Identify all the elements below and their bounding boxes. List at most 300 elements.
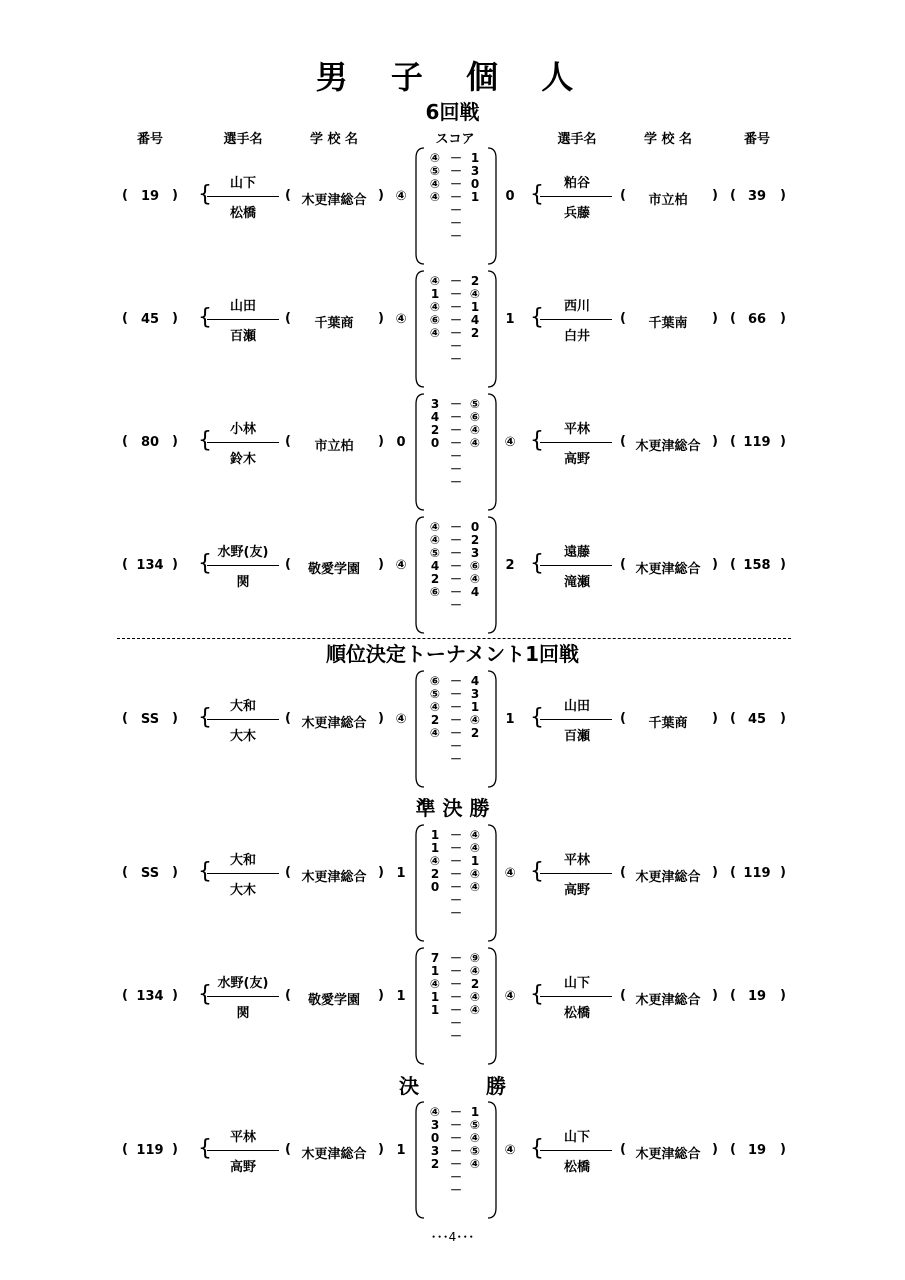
brace-left: {	[198, 428, 212, 453]
player-right-2: 松橋	[563, 1160, 591, 1175]
game-score-left: 2	[430, 1157, 440, 1171]
pair-line-left	[207, 996, 279, 997]
entry-number-right: 45	[747, 712, 767, 727]
paren-close: )	[780, 188, 786, 203]
player-left-1: 大和	[229, 699, 257, 714]
game-dash: －	[449, 190, 462, 204]
game-dash: －	[449, 1105, 462, 1119]
game-dash: －	[449, 436, 462, 450]
match-result-left: ④	[395, 312, 407, 327]
game-score	[414, 907, 498, 920]
paren-open: (	[620, 865, 626, 880]
school-left: 千葉商	[314, 316, 354, 331]
brace-left: {	[198, 305, 212, 330]
game-score-right: ④	[469, 423, 481, 437]
paren-open: (	[620, 711, 626, 726]
paren-close: )	[378, 311, 384, 326]
paren-open: (	[620, 557, 626, 572]
game-dash: －	[449, 687, 462, 701]
match-result-right: ④	[504, 866, 516, 881]
game-score-left: ⑥	[429, 585, 441, 599]
player-left-1: 小林	[229, 422, 257, 437]
game-score-right: 2	[470, 274, 480, 288]
paren-open: (	[285, 865, 291, 880]
game-score-right: ⑨	[469, 951, 481, 965]
paren-close: )	[172, 434, 178, 449]
paren-open: (	[122, 1142, 128, 1157]
game-score-left: ④	[429, 326, 441, 340]
game-dash: －	[449, 700, 462, 714]
school-right: 木更津総合	[635, 439, 701, 454]
player-left-2: 関	[236, 1006, 250, 1021]
paren-close: )	[378, 865, 384, 880]
player-right-1: 西川	[563, 299, 591, 314]
match-row	[0, 823, 905, 943]
school-left: 木更津総合	[301, 870, 367, 885]
pair-line-right	[540, 442, 612, 443]
match-row	[0, 392, 905, 512]
game-score	[414, 599, 498, 612]
paren-open: (	[122, 711, 128, 726]
game-score-left: ④	[429, 300, 441, 314]
pair-line-left	[207, 565, 279, 566]
game-score-right: ④	[469, 572, 481, 586]
paren-open: (	[620, 988, 626, 1003]
game-dash: －	[449, 893, 462, 907]
entry-number-left: 19	[140, 189, 160, 204]
paren-close: )	[712, 434, 718, 449]
pair-line-left	[207, 719, 279, 720]
paren-close: )	[780, 711, 786, 726]
paren-open: (	[620, 1142, 626, 1157]
game-score-right: 2	[470, 726, 480, 740]
game-score-left: ④	[429, 177, 441, 191]
game-dash: －	[449, 867, 462, 881]
school-left: 市立柏	[314, 439, 354, 454]
paren-close: )	[172, 557, 178, 572]
player-right-2: 高野	[563, 452, 591, 467]
match-result-left: ④	[395, 189, 407, 204]
player-left-1: 水野(友)	[217, 545, 269, 560]
paren-open: (	[122, 188, 128, 203]
pair-line-right	[540, 996, 612, 997]
match-result-right: 2	[505, 558, 515, 573]
paren-close: )	[378, 1142, 384, 1157]
paren-open: (	[730, 434, 736, 449]
pair-line-right	[540, 719, 612, 720]
match-row	[0, 269, 905, 389]
paren-close: )	[780, 434, 786, 449]
game-score-left: ⑤	[429, 687, 441, 701]
pair-line-left	[207, 196, 279, 197]
entry-number-right: 119	[743, 866, 771, 881]
game-dash: －	[449, 410, 462, 424]
match-row	[0, 146, 905, 266]
game-score-right: ④	[469, 964, 481, 978]
player-left-1: 平林	[229, 1130, 257, 1145]
game-score-right: 1	[470, 300, 480, 314]
game-dash: －	[449, 739, 462, 753]
player-right-1: 山田	[563, 699, 591, 714]
paren-open: (	[122, 311, 128, 326]
brace-right: {	[530, 305, 544, 330]
game-score-left: 2	[430, 572, 440, 586]
game-dash: －	[449, 216, 462, 230]
paren-open: (	[285, 188, 291, 203]
paren-open: (	[730, 865, 736, 880]
match-row	[0, 515, 905, 635]
game-score-right: 2	[470, 533, 480, 547]
paren-close: )	[780, 988, 786, 1003]
match-row	[0, 946, 905, 1066]
game-dash: －	[449, 462, 462, 476]
game-score-left: ⑤	[429, 546, 441, 560]
paren-open: (	[285, 311, 291, 326]
game-score-right: 3	[470, 687, 480, 701]
game-dash: －	[449, 533, 462, 547]
score-box	[414, 823, 498, 943]
paren-open: (	[122, 434, 128, 449]
header-num-left: 番号	[136, 132, 164, 147]
header-num-right: 番号	[743, 132, 771, 147]
game-score-left: 7	[430, 951, 440, 965]
game-score-right: ④	[469, 880, 481, 894]
game-dash: －	[449, 713, 462, 727]
game-score-right: ④	[469, 867, 481, 881]
match-result-right: 1	[505, 312, 515, 327]
game-dash: －	[449, 951, 462, 965]
player-right-2: 兵藤	[563, 206, 591, 221]
game-dash: －	[449, 726, 462, 740]
paren-close: )	[378, 188, 384, 203]
game-score-right: 0	[470, 177, 480, 191]
player-right-1: 遠藤	[563, 545, 591, 560]
paren-open: (	[285, 988, 291, 1003]
game-dash: －	[449, 572, 462, 586]
game-score-right: 2	[470, 977, 480, 991]
game-dash: －	[449, 397, 462, 411]
paren-close: )	[780, 557, 786, 572]
school-left: 敬愛学園	[307, 993, 361, 1008]
game-dash: －	[449, 854, 462, 868]
player-left-2: 高野	[229, 1160, 257, 1175]
paren-close: )	[712, 711, 718, 726]
game-score-right: 2	[470, 326, 480, 340]
entry-number-left: SS	[140, 712, 160, 727]
game-score-left: 1	[430, 1003, 440, 1017]
player-right-1: 平林	[563, 853, 591, 868]
score-box	[414, 515, 498, 635]
paren-close: )	[172, 188, 178, 203]
player-left-1: 山田	[229, 299, 257, 314]
page-title: 男 子 個 人	[315, 58, 590, 96]
page-number: ･･･4･･･	[430, 1230, 475, 1244]
game-score	[414, 353, 498, 366]
paren-open: (	[620, 311, 626, 326]
paren-open: (	[730, 311, 736, 326]
game-dash: －	[449, 423, 462, 437]
game-dash: －	[449, 326, 462, 340]
paren-close: )	[780, 311, 786, 326]
school-right: 木更津総合	[635, 870, 701, 885]
paren-open: (	[122, 557, 128, 572]
paren-open: (	[620, 434, 626, 449]
game-dash: －	[449, 151, 462, 165]
game-dash: －	[449, 880, 462, 894]
game-score-right: 1	[470, 700, 480, 714]
game-dash: －	[449, 449, 462, 463]
brace-left: {	[198, 859, 212, 884]
game-score-right: ⑤	[469, 1118, 481, 1132]
score-box	[414, 269, 498, 389]
game-dash: －	[449, 1003, 462, 1017]
game-dash: －	[449, 585, 462, 599]
school-right: 市立柏	[648, 193, 688, 208]
brace-right: {	[530, 428, 544, 453]
game-dash: －	[449, 559, 462, 573]
game-score-right: 4	[470, 674, 480, 688]
pair-line-left	[207, 319, 279, 320]
score-box	[414, 946, 498, 1066]
section-placement: 順位決定トーナメント1回戦	[325, 642, 580, 666]
player-right-1: 平林	[563, 422, 591, 437]
player-right-1: 粕谷	[563, 176, 591, 191]
game-score-right: ⑥	[469, 410, 481, 424]
brace-left: {	[198, 705, 212, 730]
entry-number-right: 119	[743, 435, 771, 450]
school-left: 木更津総合	[301, 1147, 367, 1162]
game-score-right: 1	[470, 151, 480, 165]
pair-line-right	[540, 565, 612, 566]
game-score-left: 4	[430, 559, 440, 573]
player-left-1: 大和	[229, 853, 257, 868]
player-right-2: 白井	[563, 329, 591, 344]
game-score-left: 2	[430, 713, 440, 727]
game-dash: －	[449, 752, 462, 766]
match-result-right: ④	[504, 989, 516, 1004]
pair-line-left	[207, 873, 279, 874]
game-score-left: 1	[430, 828, 440, 842]
paren-close: )	[712, 188, 718, 203]
match-result-left: 1	[396, 866, 406, 881]
paren-close: )	[780, 865, 786, 880]
game-score	[414, 1184, 498, 1197]
game-score-right: 4	[470, 313, 480, 327]
match-result-left: ④	[395, 558, 407, 573]
game-score-left: ④	[429, 274, 441, 288]
game-score-right: 4	[470, 585, 480, 599]
paren-close: )	[172, 711, 178, 726]
paren-close: )	[172, 1142, 178, 1157]
game-score-right: 3	[470, 164, 480, 178]
game-score-left: ④	[429, 151, 441, 165]
pair-line-right	[540, 1150, 612, 1151]
entry-number-right: 66	[747, 312, 767, 327]
paren-close: )	[712, 1142, 718, 1157]
header-players-right: 選手名	[557, 132, 597, 147]
school-left: 敬愛学園	[307, 562, 361, 577]
match-result-right: ④	[504, 1143, 516, 1158]
game-score-right: ⑥	[469, 559, 481, 573]
game-score-left: 2	[430, 423, 440, 437]
game-score-right: 1	[470, 1105, 480, 1119]
pair-line-left	[207, 1150, 279, 1151]
header-players-left: 選手名	[223, 132, 263, 147]
entry-number-right: 158	[743, 558, 771, 573]
game-score-left: 3	[430, 1144, 440, 1158]
match-result-left: 0	[396, 435, 406, 450]
game-score-right: ⑤	[469, 397, 481, 411]
game-dash: －	[449, 598, 462, 612]
player-left-1: 水野(友)	[217, 976, 269, 991]
game-score-left: 4	[430, 410, 440, 424]
score-box	[414, 669, 498, 789]
match-result-right: 1	[505, 712, 515, 727]
game-score-left: ④	[429, 726, 441, 740]
game-score-right: ④	[469, 436, 481, 450]
game-score-left: 3	[430, 1118, 440, 1132]
section-final: 決 勝	[399, 1074, 536, 1098]
game-dash: －	[449, 906, 462, 920]
paren-close: )	[172, 311, 178, 326]
player-right-2: 百瀬	[563, 729, 591, 744]
match-row	[0, 1100, 905, 1220]
brace-left: {	[198, 1136, 212, 1161]
school-right: 千葉南	[648, 316, 688, 331]
entry-number-left: 134	[136, 558, 164, 573]
game-dash: －	[449, 300, 462, 314]
brace-right: {	[530, 859, 544, 884]
game-dash: －	[449, 203, 462, 217]
entry-number-right: 39	[747, 189, 767, 204]
game-dash: －	[449, 1183, 462, 1197]
entry-number-right: 19	[747, 989, 767, 1004]
player-left-1: 山下	[229, 176, 257, 191]
player-left-2: 大木	[229, 729, 257, 744]
paren-open: (	[730, 711, 736, 726]
game-dash: －	[449, 1157, 462, 1171]
game-score-left: 0	[430, 1131, 440, 1145]
game-dash: －	[449, 339, 462, 353]
score-box	[414, 1100, 498, 1220]
paren-close: )	[780, 1142, 786, 1157]
player-right-2: 高野	[563, 883, 591, 898]
player-right-1: 山下	[563, 976, 591, 991]
game-score	[414, 230, 498, 243]
game-score-left: ④	[429, 700, 441, 714]
pair-line-right	[540, 873, 612, 874]
school-right: 千葉商	[648, 716, 688, 731]
brace-left: {	[198, 551, 212, 576]
player-right-1: 山下	[563, 1130, 591, 1145]
player-left-2: 百瀬	[229, 329, 257, 344]
player-left-2: 鈴木	[229, 452, 257, 467]
header-school-left: 学 校 名	[309, 132, 359, 147]
header-score: スコア	[435, 132, 475, 147]
brace-right: {	[530, 182, 544, 207]
game-score-left: ⑥	[429, 674, 441, 688]
game-score-left: ④	[429, 854, 441, 868]
paren-close: )	[172, 988, 178, 1003]
paren-close: )	[172, 865, 178, 880]
game-score-right: ④	[469, 713, 481, 727]
brace-left: {	[198, 982, 212, 1007]
paren-open: (	[285, 1142, 291, 1157]
entry-number-right: 19	[747, 1143, 767, 1158]
match-result-left: ④	[395, 712, 407, 727]
game-score-left: 0	[430, 880, 440, 894]
game-score-left: 1	[430, 841, 440, 855]
paren-open: (	[285, 711, 291, 726]
game-dash: －	[449, 352, 462, 366]
game-score	[414, 753, 498, 766]
match-result-right: 0	[505, 189, 515, 204]
paren-open: (	[730, 188, 736, 203]
game-score-left: ④	[429, 977, 441, 991]
game-score-left: ④	[429, 190, 441, 204]
game-dash: －	[449, 964, 462, 978]
game-dash: －	[449, 546, 462, 560]
entry-number-left: 134	[136, 989, 164, 1004]
game-dash: －	[449, 313, 462, 327]
paren-close: )	[712, 988, 718, 1003]
paren-open: (	[285, 557, 291, 572]
game-dash: －	[449, 164, 462, 178]
brace-right: {	[530, 705, 544, 730]
game-dash: －	[449, 177, 462, 191]
game-dash: －	[449, 674, 462, 688]
player-right-2: 松橋	[563, 1006, 591, 1021]
game-score-left: ④	[429, 520, 441, 534]
game-score-left: 3	[430, 397, 440, 411]
game-dash: －	[449, 1144, 462, 1158]
brace-right: {	[530, 982, 544, 1007]
game-score-left: 0	[430, 436, 440, 450]
game-score-right: 1	[470, 854, 480, 868]
match-row	[0, 669, 905, 789]
paren-open: (	[730, 557, 736, 572]
game-dash: －	[449, 1131, 462, 1145]
game-score-right: ④	[469, 287, 481, 301]
score-box	[414, 392, 498, 512]
game-score-left: 1	[430, 990, 440, 1004]
game-score	[414, 476, 498, 489]
game-score-right: 0	[470, 520, 480, 534]
entry-number-left: 45	[140, 312, 160, 327]
entry-number-left: 80	[140, 435, 160, 450]
game-score-right: 3	[470, 546, 480, 560]
game-score-left: 1	[430, 964, 440, 978]
game-dash: －	[449, 274, 462, 288]
paren-close: )	[712, 557, 718, 572]
score-box	[414, 146, 498, 266]
school-right: 木更津総合	[635, 562, 701, 577]
game-score-right: ④	[469, 1131, 481, 1145]
match-result-left: 1	[396, 989, 406, 1004]
paren-open: (	[285, 434, 291, 449]
pair-line-right	[540, 196, 612, 197]
game-dash: －	[449, 287, 462, 301]
paren-open: (	[730, 988, 736, 1003]
paren-open: (	[122, 865, 128, 880]
paren-close: )	[378, 557, 384, 572]
game-dash: －	[449, 475, 462, 489]
game-dash: －	[449, 841, 462, 855]
game-score-right: ④	[469, 1157, 481, 1171]
paren-close: )	[378, 711, 384, 726]
game-score-left: 2	[430, 867, 440, 881]
game-dash: －	[449, 1170, 462, 1184]
